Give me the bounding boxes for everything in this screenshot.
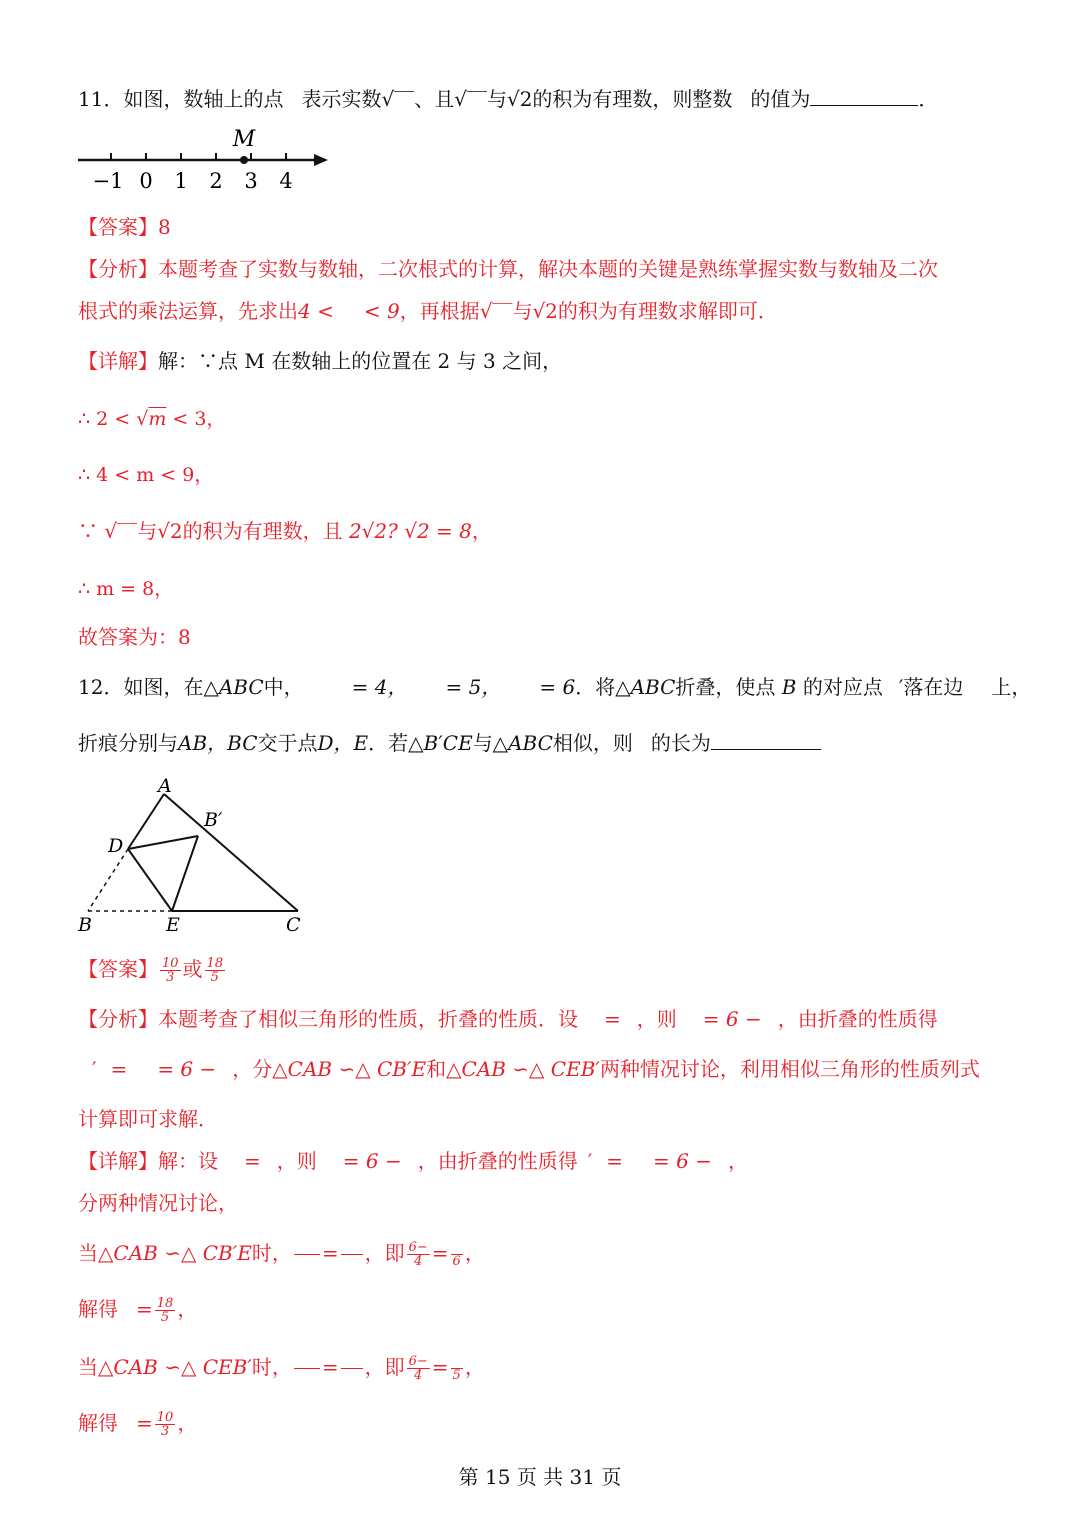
side-ac (164, 794, 298, 911)
label-a: A (158, 775, 172, 797)
q12-solution-1: 解得 = $\frac{18}{5}$ ， (78, 1296, 198, 1325)
q11-answer: 【答案】8 (78, 215, 171, 239)
point-m (240, 156, 248, 164)
label-d: D (108, 835, 124, 857)
q11-detail-5: ∴ m = 8， (78, 578, 174, 600)
label-e: E (166, 914, 180, 936)
tick-label: 0 (139, 169, 153, 193)
q11-detail-4: ∵ √‾‾与√2的积为有理数，且 2√2? √2 = 8， (78, 519, 492, 543)
q11-detail-3: ∴ 4 < m < 9， (78, 464, 214, 486)
number-line (76, 126, 336, 196)
q12-detail-1: 【详解】解：设 = ，则 = 6 − ，由折叠的性质得 ′ = = 6 − ， (78, 1149, 749, 1173)
q12-analysis-3: 计算即可求解． (78, 1107, 218, 1131)
q12-detail-2: 分两种情况讨论， (78, 1191, 238, 1215)
q11-analysis-1: 【分析】本题考查了实数与数轴，二次根式的计算，解决本题的关键是熟练掌握实数与数轴及二次 (78, 257, 938, 281)
q11-detail-2: ∴ 2 < √m < 3， (78, 408, 226, 430)
sqrt-m-blank: √‾‾ (381, 87, 415, 111)
tick-label: 3 (244, 169, 258, 193)
tick-label: 4 (279, 169, 293, 193)
q11-analysis-2: 根式的乘法运算，先求出4 < < 9，再根据√‾‾与√2的积为有理数求解即可． (78, 299, 778, 323)
q12-case-1: 当△CAB ∽△ CB′E时， = ，即 $\frac{6-}{4}$ = 6 ， (78, 1240, 485, 1269)
answer-blank (711, 749, 821, 750)
q12-analysis-1: 【分析】本题考查了相似三角形的性质，折叠的性质．设 = ，则 = 6 − ，由折叠的性质得 (78, 1007, 938, 1031)
q12-analysis-2: ′ = = 6 − ，分△CAB ∽△ CB′E和△CAB ∽△ CEB′两种情况讨论，利用相似三角形的性质列式 (92, 1057, 980, 1081)
q12-case-2: 当△CAB ∽△ CEB′时， = ，即 $\frac{6-}{4}$ = 5 ， (78, 1354, 485, 1383)
label-c: C (286, 914, 301, 936)
segment-db-prime (128, 836, 198, 849)
label-b: B (78, 914, 92, 936)
side-ad (128, 794, 164, 849)
tick-label: 2 (209, 169, 223, 193)
crease-de (128, 849, 172, 911)
tick-label: 1 (174, 169, 188, 193)
q12-question-2: 折痕分别与AB，BC交于点D，E．若△B′CE与△ABC相似，则 的长为 (78, 730, 821, 756)
segment-eb-prime (172, 836, 198, 911)
answer-blank (810, 105, 918, 106)
sqrt-m-blank: √‾‾ (454, 87, 487, 111)
q11-detail-6: 故答案为：8 (78, 625, 191, 649)
q12-solution-2: 解得 = $\frac{10}{3}$ ， (78, 1410, 198, 1439)
label-b-prime: B′ (204, 809, 223, 831)
q12-answer: 【答案】 $\frac{10}{3}$ 或 $\frac{18}{5}$ (78, 956, 224, 985)
tick-label: −1 (92, 169, 124, 193)
point-m-label: M (232, 127, 256, 152)
folded-side-db (88, 849, 128, 911)
triangle-figure (70, 774, 320, 944)
axis-arrow-icon (314, 154, 328, 166)
q12-question-1: 12．如图，在△ABC中， = 4， = 5， = 6．将△ABC折叠，使点 B 的对应点 ′落在边 上， (78, 675, 1032, 699)
q11-detail-1: 【详解】解：∵点 M 在数轴上的位置在 2 与 3 之间， (78, 349, 563, 373)
q11-question: 11．如图，数轴上的点 表示实数√‾‾、且√‾‾与√2的积为有理数，则整数 的值为 ． (78, 87, 939, 111)
page-footer: 第 15 页 共 31 页 (458, 1465, 622, 1489)
